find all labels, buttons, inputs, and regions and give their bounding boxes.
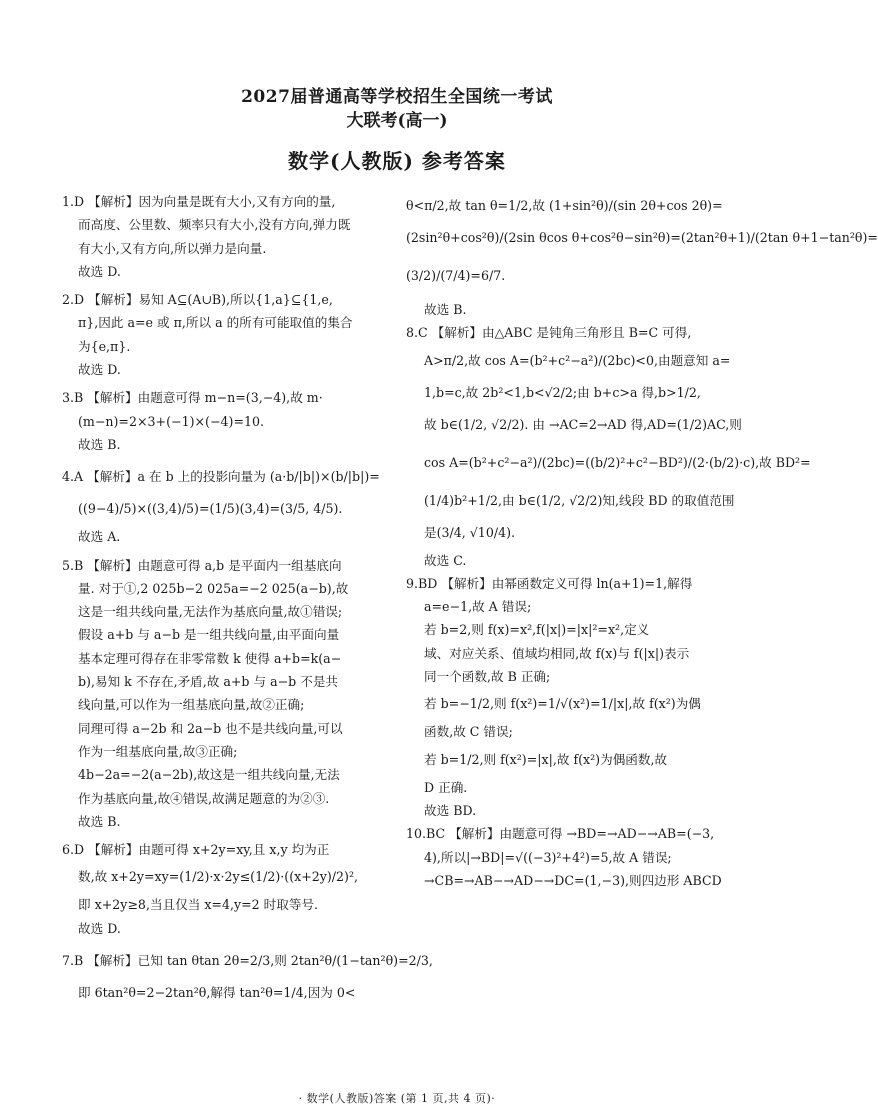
solution-line: 线向量,可以作为一组基底向量,故②正确; [78, 697, 305, 713]
solution-line: ((9−4)/5)×((3,4)/5)=(1/5)(3,4)=(3/5, 4/5). [78, 501, 343, 517]
answer-key-heading: 数学(人教版) 参考答案 [288, 149, 506, 173]
solution-line: 故选 D. [78, 362, 121, 378]
solution-line: 1,b=c,故 2b²<1,b<√2/2;由 b+c>a 得,b>1/2, [424, 384, 701, 400]
solution-line: D 正确. [424, 779, 468, 795]
solution-line: 若 b=1/2,则 f(x²)=|x|,故 f(x²)为偶函数,故 [424, 751, 668, 767]
solution-line: 4.A 【解析】a 在 b 上的投影向量为 (a·b/|b|)×(b/|b|)= [62, 469, 380, 485]
solution-line: (m−n)=2×3+(−1)×(−4)=10. [78, 413, 265, 429]
solution-line: 同一个函数,故 B 正确; [424, 669, 551, 685]
solution-line: (2sin²θ+cos²θ)/(2sin θcos θ+cos²θ−sin²θ)=(2tan²θ+1)/(2tan θ+1−tan²θ)= [406, 230, 878, 245]
solution-line: 故选 B. [78, 436, 121, 452]
solution-line: 10.BC 【解析】由题意可得 →BD=→AD−→AB=(−3, [406, 826, 715, 842]
solution-line: 4b−2a=−2(a−2b),故这是一组共线向量,无法 [78, 767, 340, 783]
solution-line: 函数,故 C 错误; [424, 724, 513, 740]
solution-line: 基本定理可得存在非零常数 k 使得 a+b=k(a− [78, 650, 342, 666]
solution-line: 为{e,π}. [78, 338, 131, 354]
solution-line: θ<π/2,故 tan θ=1/2,故 (1+sin²θ)/(sin 2θ+cos 2θ)= [406, 198, 723, 213]
solution-line: 故选 BD. [424, 802, 477, 818]
solution-line: 这是一组共线向量,无法作为基底向量,故①错误; [78, 604, 343, 620]
solution-line: 故选 D. [78, 920, 121, 936]
solution-line: 量. 对于①,2 025b−2 025a=−2 025(a−b),故 [78, 580, 349, 596]
solution-line: π},因此 a=e 或 π,所以 a 的所有可能取值的集合 [78, 315, 353, 331]
exam-subtitle: 大联考(高一) [346, 111, 448, 131]
solution-line: 故选 B. [424, 302, 467, 317]
solution-line: 有大小,又有方向,所以弹力是向量. [78, 240, 267, 256]
solution-line: 而高度、公里数、频率只有大小,没有方向,弹力既 [78, 217, 351, 233]
solution-line: 6.D 【解析】由题可得 x+2y=xy,且 x,y 均为正 [62, 842, 330, 858]
solution-line: 作为基底向量,故④错误,故满足题意的为②③. [78, 790, 330, 806]
exam-title: 2027届普通高等学校招生全国统一考试 [241, 87, 553, 107]
solution-line: →CB=→AB−→AD−→DC=(1,−3),则四边形 ABCD [424, 872, 722, 888]
solution-line: 若 b=−1/2,则 f(x²)=1/√(x²)=1/|x|,故 f(x²)为偶 [424, 696, 701, 712]
solution-line: 9.BD 【解析】由幂函数定义可得 ln(a+1)=1,解得 [406, 575, 693, 591]
solution-line: 故选 C. [424, 552, 467, 568]
solution-line: 数,故 x+2y=xy=(1/2)·x·2y≤(1/2)·((x+2y)/2)², [78, 869, 359, 885]
solution-line: 是(3/4, √10/4). [424, 524, 516, 540]
solution-line: 故选 A. [78, 529, 121, 545]
solution-line: 故 b∈(1/2, √2/2). 由 →AC=2→AD 得,AD=(1/2)AC,则 [424, 416, 742, 432]
solution-line: (3/2)/(7/4)=6/7. [406, 268, 506, 283]
solution-line: (1/4)b²+1/2,由 b∈(1/2, √2/2)知,线段 BD 的取值范围 [424, 492, 735, 508]
solution-line: b),易知 k 不存在,矛盾,故 a+b 与 a−b 不是共 [78, 674, 339, 690]
solution-line: 若 b=2,则 f(x)=x²,f(|x|)=|x|²=x²,定义 [424, 622, 650, 638]
solution-line: 7.B 【解析】已知 tan θtan 2θ=2/3,则 2tan²θ/(1−tan²θ)=2/3, [62, 953, 433, 969]
solution-line: a=e−1,故 A 错误; [424, 599, 532, 615]
left-column [62, 190, 433, 1009]
solution-line: 即 6tan²θ=2−2tan²θ,解得 tan²θ=1/4,因为 0< [78, 985, 356, 1001]
solution-line: 域、对应关系、值域均相同,故 f(x)与 f(|x|)表示 [424, 645, 690, 661]
solution-line: 故选 B. [78, 813, 121, 829]
solution-line: 4),所以|→BD|=√((−3)²+4²)=5,故 A 错误; [424, 849, 672, 865]
solution-line: cos A=(b²+c²−a²)/(2bc)=((b/2)²+c²−BD²)/(2·(b/2)·c),故 BD²= [424, 454, 811, 470]
solution-line: 1.D 【解析】因为向量是既有大小,又有方向的量, [62, 194, 336, 209]
solution-line: A>π/2,故 cos A=(b²+c²−a²)/(2bc)<0,由题意知 a= [424, 352, 731, 368]
solution-line: 作为一组基底向量,故③正确; [78, 743, 238, 759]
solution-line: 2.D 【解析】易知 A⊆(A∪B),所以{1,a}⊆{1,e, [62, 292, 333, 308]
solution-line: 假设 a+b 与 a−b 是一组共线向量,由平面向量 [78, 627, 340, 643]
solution-line: 即 x+2y≥8,当且仅当 x=4,y=2 时取等号. [78, 897, 319, 913]
solution-line: 5.B 【解析】由题意可得 a,b 是平面内一组基底向 [62, 557, 342, 573]
solution-line: 故选 D. [78, 263, 121, 279]
page-footer: · 数学(人教版)答案 (第 1 页,共 4 页)· [298, 1092, 496, 1105]
right-column [406, 190, 878, 892]
solution-line: 8.C 【解析】由△ABC 是钝角三角形且 B=C 可得, [406, 325, 692, 341]
solution-line: 同理可得 a−2b 和 2a−b 也不是共线向量,可以 [78, 720, 343, 736]
solution-line: 3.B 【解析】由题意可得 m−n=(3,−4),故 m· [62, 390, 323, 406]
